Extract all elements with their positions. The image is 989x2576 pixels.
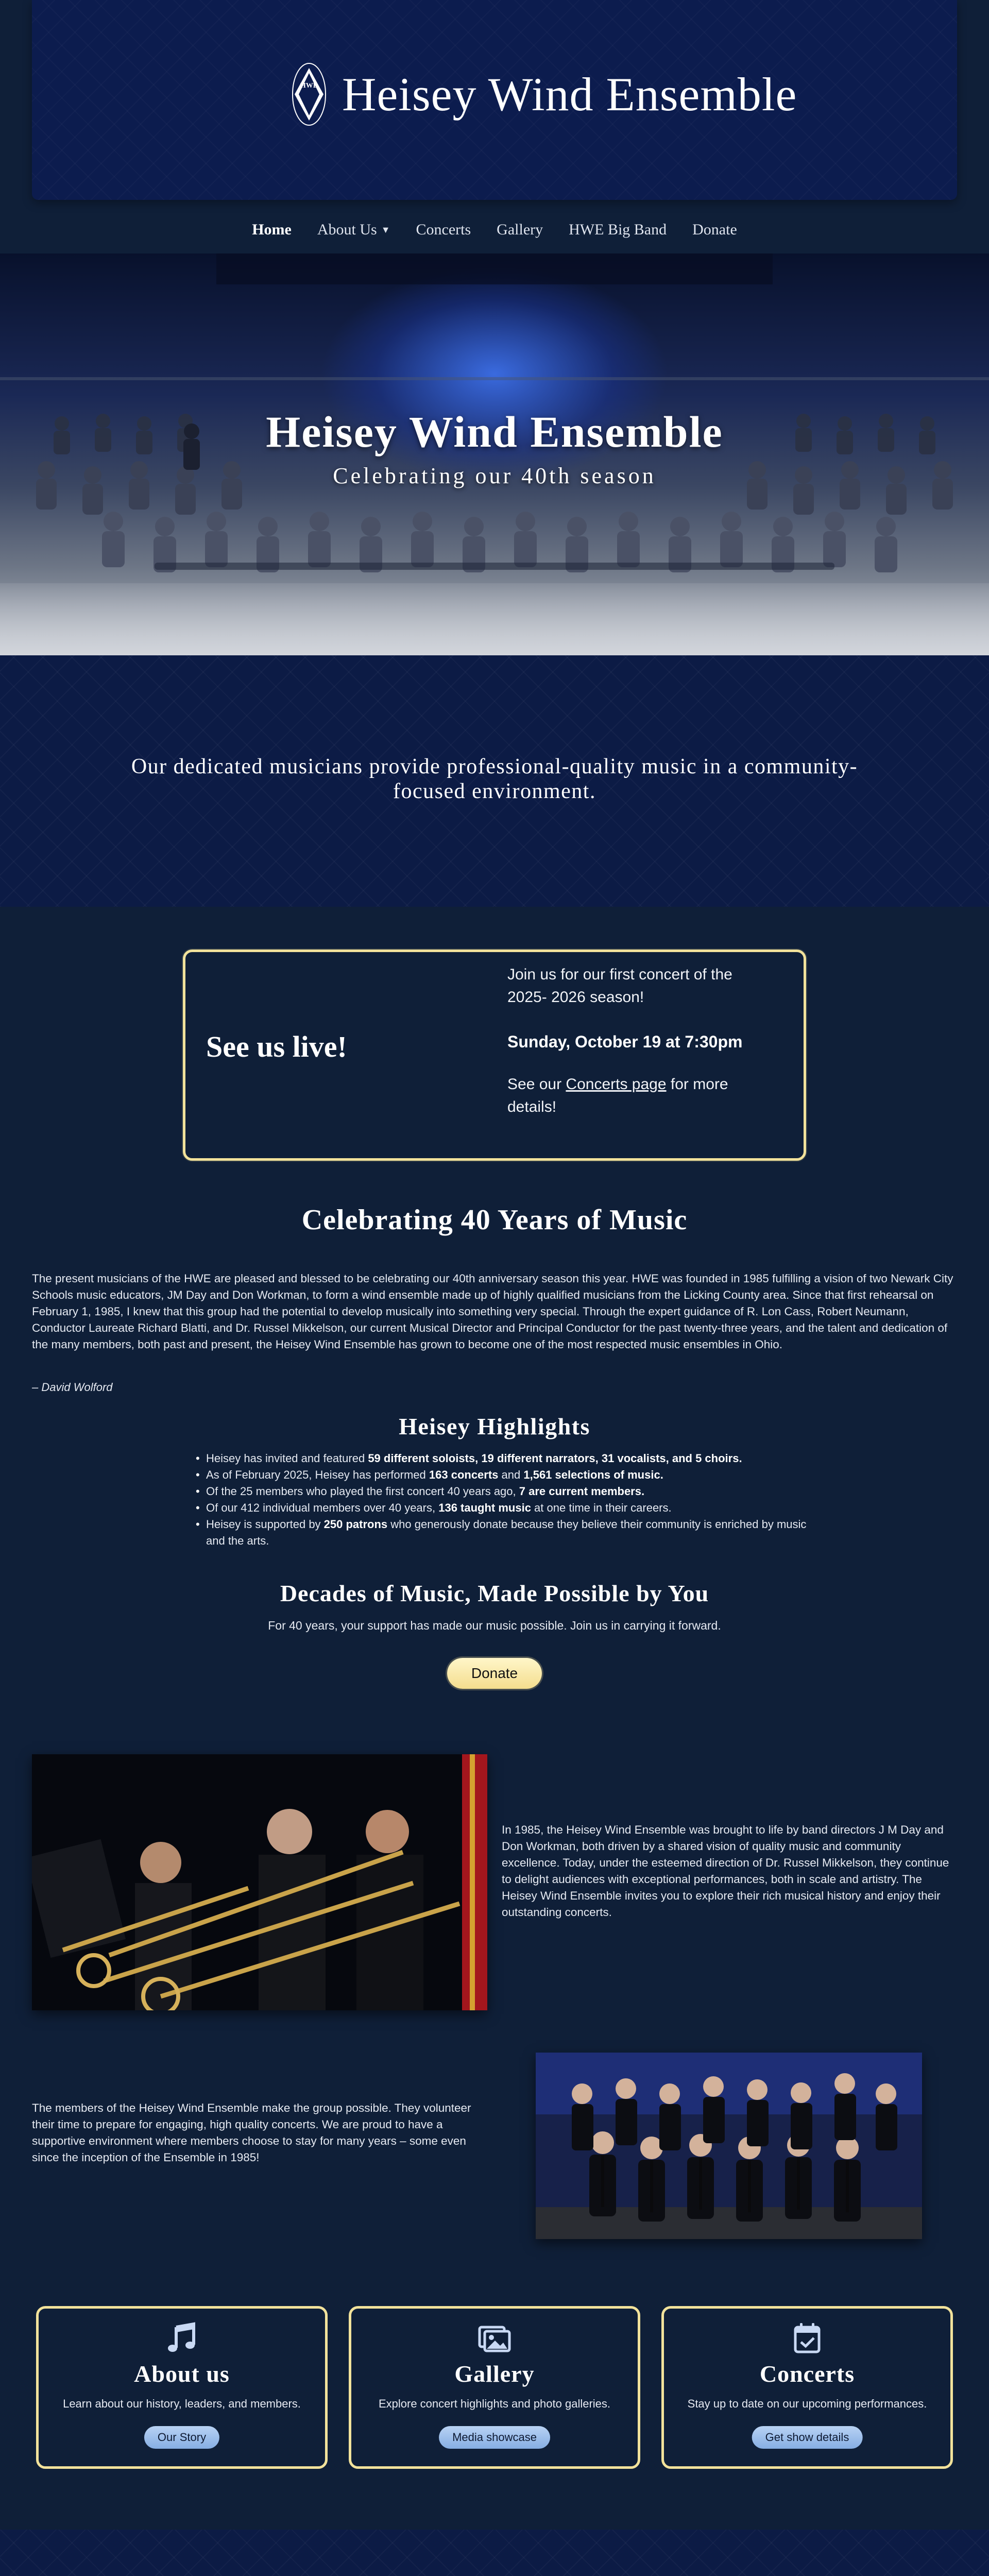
highlight-text: at one time in their careers. [531, 1501, 672, 1514]
clarinet-photo-graphic [536, 2053, 922, 2239]
live-intro: Join us for our first concert of the 2025- 2026 season! [507, 966, 732, 1006]
nav-concerts[interactable] [416, 221, 471, 239]
live-details [507, 963, 775, 1118]
card-about-us-desc: Learn about our history, leaders, and members. [63, 2397, 301, 2410]
hero-title: Heisey Wind Ensemble [266, 407, 723, 456]
concert-date: Sunday, October 19 at 7:30pm [507, 1032, 743, 1051]
trombone-section-photo [32, 1754, 487, 2010]
stage-floor [0, 583, 989, 655]
nav-gallery[interactable] [497, 221, 543, 239]
music-note-icon [164, 2320, 200, 2356]
donate-button[interactable]: Donate [447, 1658, 542, 1689]
nav-home[interactable] [252, 221, 292, 239]
images-icon [476, 2320, 513, 2356]
decades-subtitle: For 40 years, your support has made our music possible. Join us in carrying it forward. [268, 1619, 721, 1632]
clarinet-section-photo [536, 2053, 922, 2239]
highlight-text: Heisey is supported by [206, 1518, 324, 1531]
celebrating-title: Celebrating 40 Years of Music [301, 1204, 688, 1236]
highlight-bold: 136 taught music [438, 1501, 531, 1514]
live-more [507, 1073, 775, 1118]
hero-subtitle: Celebrating our 40th season [333, 463, 656, 488]
nav-concerts-label: Concerts [416, 221, 471, 238]
site-logo[interactable] [289, 61, 797, 128]
members-text: The members of the Heisey Wind Ensemble make the group possible. They volunteer their time to prepare for engaging, high quality concerts. We are proud to have a supportive environment where members choose to stay for many years – some even since the inception of the Ensemble in 1985! [32, 2102, 471, 2164]
header-panel [32, 0, 957, 200]
highlight-text: and [498, 1468, 524, 1481]
highlight-bold: 163 concerts [429, 1468, 499, 1481]
card-about-us [36, 2306, 328, 2469]
list-item [206, 1467, 814, 1483]
nav-donate-label: Donate [692, 221, 737, 238]
highlight-bold: 7 are current members. [519, 1485, 645, 1498]
site-title[interactable]: Heisey Wind Ensemble [342, 68, 797, 121]
media-showcase-button[interactable]: Media showcase [439, 2426, 550, 2449]
support-section [0, 2530, 989, 2576]
nav-gallery-label: Gallery [497, 221, 543, 238]
live-more-prefix: See our [507, 1076, 566, 1093]
history-text: In 1985, the Heisey Wind Ensemble was brought to life by band directors J M Day and Don Workman, both driven by a shared vision of quality music and community excellence. Today, under the esteemed direction of Dr. Russel Mikkelson, they continue to delight audiences with exceptional performances, both in scale and artistry. The Heisey Wind Ensemble invites you to explore their rich musical history and enjoy their outstanding concerts. [502, 1823, 949, 1919]
card-concerts-desc: Stay up to date on our upcoming performances. [687, 2397, 927, 2410]
card-concerts-title: Concerts [759, 2361, 855, 2387]
highlight-text: Heisey has invited and featured [206, 1452, 368, 1465]
nav-about-us-label: About Us [317, 221, 377, 238]
chevron-down-icon: ▼ [381, 224, 390, 235]
logo-letter-h: HWE [300, 82, 318, 90]
trombone-photo-graphic [32, 1754, 487, 2010]
card-about-us-title: About us [134, 2361, 230, 2387]
see-us-live-title: See us live! [206, 1030, 347, 1063]
get-show-details-button[interactable]: Get show details [752, 2426, 863, 2449]
nav-about-us[interactable] [317, 221, 390, 239]
highlight-bold: 1,561 selections of music. [523, 1468, 663, 1481]
list-item [206, 1516, 814, 1549]
list-item [206, 1483, 814, 1500]
calendar-check-icon [789, 2320, 825, 2356]
highlights-list [206, 1450, 814, 1549]
highlight-text: As of February 2025, Heisey has performed [206, 1468, 429, 1481]
main-nav [0, 215, 989, 244]
card-gallery [349, 2306, 640, 2469]
list-item [206, 1500, 814, 1516]
card-gallery-title: Gallery [454, 2361, 535, 2387]
highlight-bold: 59 different soloists, 19 different narrators, 31 vocalists, and 5 choirs. [368, 1452, 742, 1465]
list-item [206, 1450, 814, 1467]
nav-hwe-big-band[interactable] [569, 221, 667, 239]
highlight-text: who generously donate because they believe their community is enriched by music and the arts. [206, 1518, 807, 1547]
live-more-suffix: for more details! [507, 1076, 728, 1115]
card-gallery-desc: Explore concert highlights and photo galleries. [378, 2397, 611, 2410]
highlight-bold: 250 patrons [323, 1518, 388, 1531]
celebrating-body: The present musicians of the HWE are pleased and blessed to be celebrating our 40th anniversary season this year. HWE was founded in 1985 fulfilling a vision of two Newark City Schools music educators, JM Day and Don Workman, to form a wind ensemble made up of highly qualified musicians from the Licking County area. Since that first rehearsal on February 1, 1985, I knew that this group had the potential to develop musically into something very special. Through the expert guidance of R. Lon Cass, Robert Neumann, Conductor Laureate Richard Blatti, and Dr. Russel Mikkelson, our current Musical Director and Principal Conductor for the past twenty-three years, and the talent and dedication of the many members, both past and present, the Heisey Wind Ensemble has grown to become one of the most respected music ensembles in Ohio. [32, 1272, 953, 1351]
highlights-title: Heisey Highlights [399, 1413, 590, 1439]
nav-donate[interactable] [692, 221, 737, 239]
signature: – David Wolford [32, 1381, 113, 1394]
decades-title: Decades of Music, Made Possible by You [280, 1580, 709, 1606]
card-concerts [661, 2306, 953, 2469]
nav-hwe-big-band-label: HWE Big Band [569, 221, 667, 238]
nav-home-label: Home [252, 221, 292, 238]
see-us-live-box [183, 950, 806, 1161]
hero-banner [0, 253, 989, 655]
mission-text: Our dedicated musicians provide professional-quality music in a community-focused environment. [131, 755, 858, 803]
logo-diamond-icon [289, 61, 329, 128]
mission-section [0, 655, 989, 907]
our-story-button[interactable]: Our Story [144, 2426, 219, 2449]
highlight-text: Of our 412 individual members over 40 years, [206, 1501, 439, 1514]
highlight-text: Of the 25 members who played the first concert 40 years ago, [206, 1485, 519, 1498]
concerts-page-link[interactable]: Concerts page [566, 1076, 667, 1093]
